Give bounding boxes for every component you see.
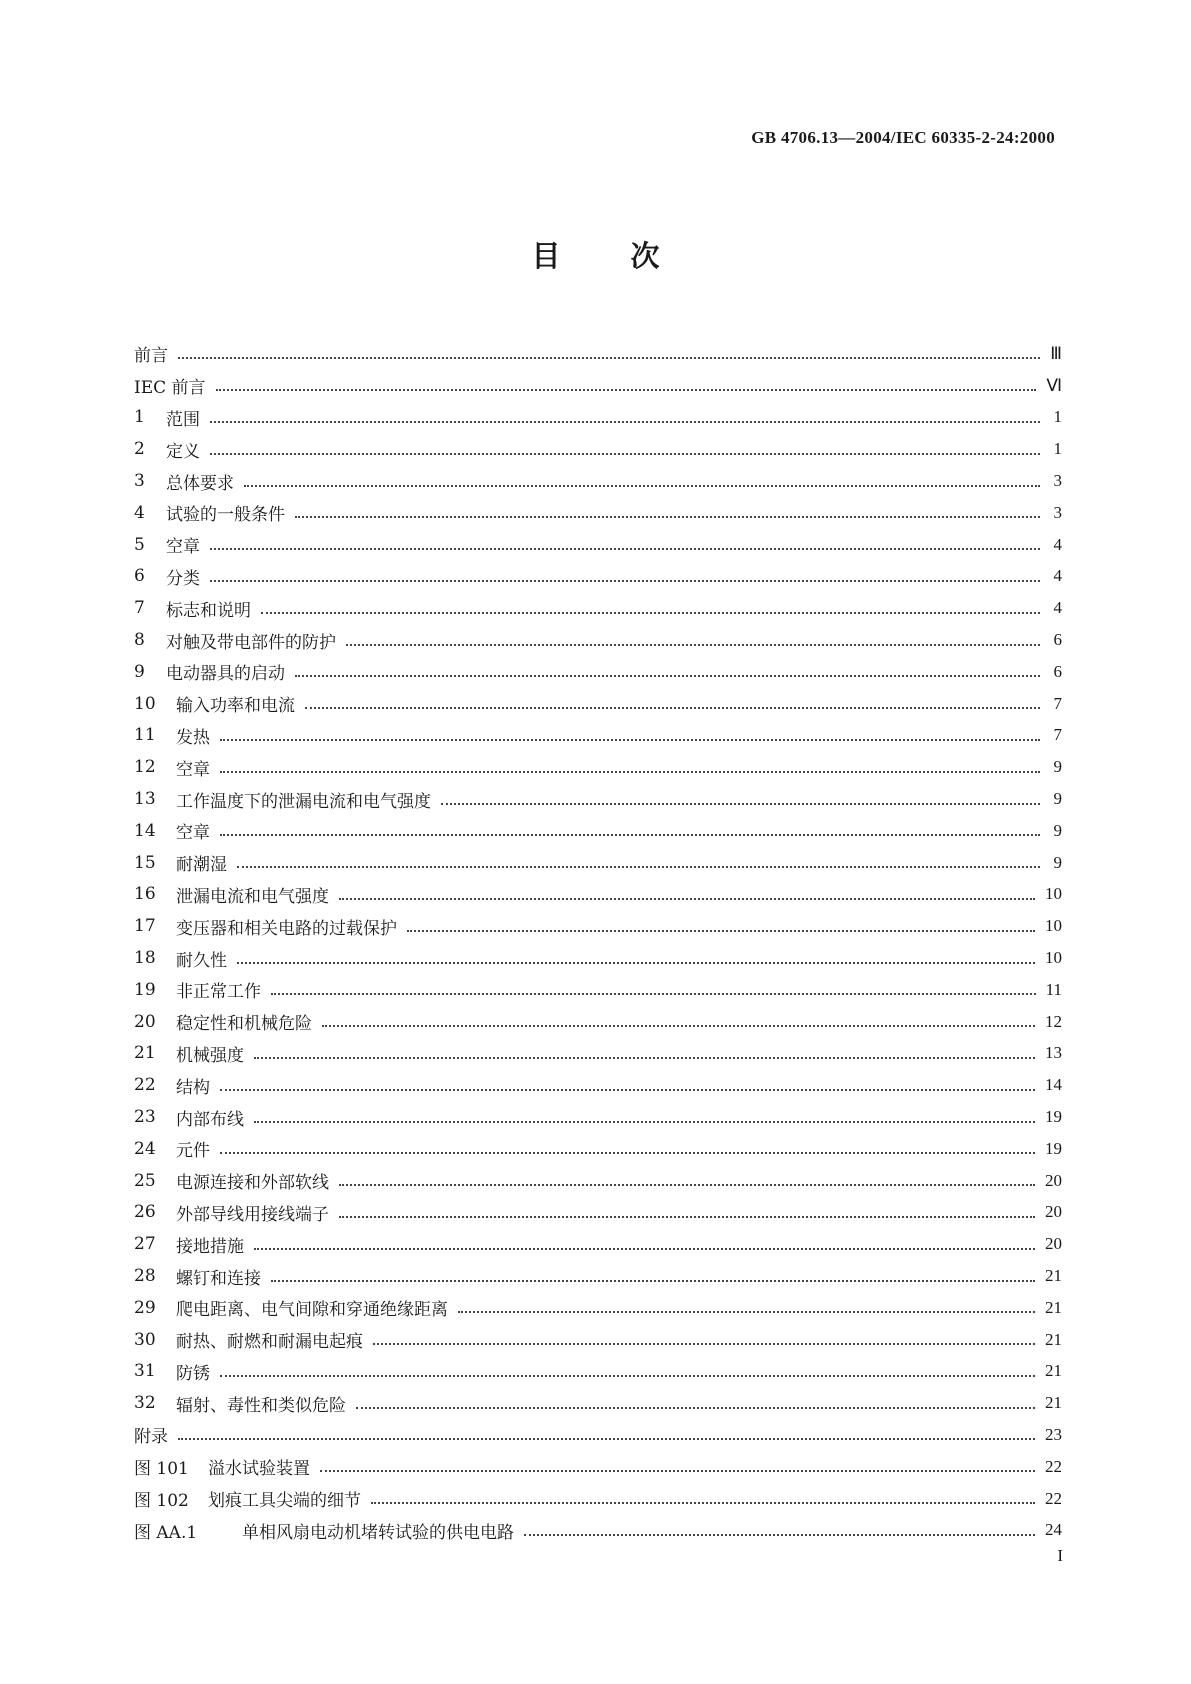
toc-entry-number: 7: [134, 598, 145, 619]
toc-entry-page: 6: [1053, 661, 1062, 681]
toc-entry-number: 2: [134, 439, 145, 460]
toc-entry[interactable]: [134, 1069, 1062, 1101]
toc-entry-number: 28: [134, 1266, 156, 1286]
toc-entry-page: 14: [1045, 1075, 1062, 1095]
toc-entry-number: 图 101: [134, 1459, 189, 1480]
page-title: 目次: [531, 239, 730, 273]
toc-entry[interactable]: [134, 1292, 1062, 1324]
toc-entry-title: 空章: [176, 759, 210, 780]
toc-entry-title: 耐热、耐燃和耐漏电起痕: [176, 1332, 363, 1353]
toc-entry-title: 机械强度: [176, 1045, 244, 1066]
toc-entry[interactable]: [134, 942, 1062, 974]
dot-leader: [295, 674, 1040, 677]
toc-entry-number: 8: [134, 630, 145, 651]
toc-entry-page: 1: [1053, 439, 1062, 459]
toc-entry-title: 变压器和相关电路的过载保护: [176, 918, 397, 939]
dot-leader: [220, 738, 1040, 741]
toc-entry-page: 4: [1053, 566, 1062, 586]
toc-entry-title: 前言: [134, 346, 168, 367]
dot-leader: [524, 1533, 1035, 1536]
toc-entry-title: 非正常工作: [176, 982, 261, 1003]
dot-leader: [210, 420, 1040, 423]
toc-entry-number: 5: [134, 534, 145, 555]
toc-entry[interactable]: [134, 910, 1062, 942]
toc-entry[interactable]: [134, 370, 1062, 402]
toc-entry-title: 标志和说明: [166, 600, 251, 621]
toc-entry[interactable]: [134, 1165, 1062, 1197]
toc-entry[interactable]: [134, 656, 1062, 688]
toc-entry-title: 附录: [134, 1427, 168, 1448]
toc-entry[interactable]: [134, 433, 1062, 465]
toc-entry-number: 4: [134, 502, 145, 523]
toc-entry-page: 21: [1045, 1361, 1062, 1381]
toc-entry-number: 22: [134, 1075, 156, 1096]
toc-entry-number: 23: [134, 1107, 156, 1128]
toc-entry-title: 空章: [176, 823, 210, 844]
toc-entry-page: 1: [1053, 407, 1062, 427]
toc-entry-number: 31: [134, 1361, 156, 1382]
toc-entry-title: 电源连接和外部软线: [176, 1173, 329, 1194]
toc-entry-number: 26: [134, 1202, 156, 1223]
toc-entry[interactable]: [134, 624, 1062, 656]
toc-entry-title: IEC 前言: [134, 378, 206, 399]
dot-leader: [458, 1310, 1035, 1313]
toc-entry-page: 10: [1045, 948, 1062, 968]
toc-entry-page: 7: [1053, 725, 1062, 745]
toc-entry-page: 21: [1045, 1297, 1062, 1317]
toc-entry-number: 10: [134, 693, 156, 714]
dot-leader: [320, 1469, 1035, 1472]
toc-entry[interactable]: [134, 1387, 1062, 1419]
toc-entry[interactable]: [134, 1483, 1062, 1515]
toc-entry-number: 19: [134, 979, 156, 1000]
toc-entry-title: 试验的一般条件: [166, 505, 285, 526]
dot-leader: [220, 770, 1040, 773]
toc-entry-title: 单相风扇电动机堵转试验的供电电路: [242, 1522, 514, 1543]
dot-leader: [237, 961, 1035, 964]
dot-leader: [261, 611, 1040, 614]
toc-entry[interactable]: [134, 1197, 1062, 1229]
toc-entry-number: 30: [134, 1329, 156, 1350]
dot-leader: [339, 1183, 1035, 1186]
toc-entry-page: 20: [1045, 1170, 1062, 1190]
toc-entry-number: 6: [134, 566, 145, 587]
dot-leader: [178, 356, 1040, 359]
toc-entry-page: 6: [1053, 630, 1062, 650]
toc-entry-page: 20: [1045, 1202, 1062, 1222]
toc-entry-page: 11: [1045, 979, 1062, 999]
toc-entry[interactable]: [134, 751, 1062, 783]
toc-entry-title: 空章: [166, 537, 200, 558]
toc-entry-page: 21: [1045, 1266, 1062, 1285]
dot-leader: [339, 1215, 1035, 1218]
toc-entry-title: 接地措施: [176, 1236, 244, 1257]
dot-leader: [295, 515, 1040, 518]
dot-leader: [216, 388, 1037, 391]
toc-entry-title: 元件: [176, 1141, 210, 1162]
toc-entry[interactable]: [134, 465, 1062, 497]
toc-entry-number: 1: [134, 407, 145, 428]
toc-entry-title: 内部布线: [176, 1109, 244, 1130]
toc-entry-number: 20: [134, 1011, 156, 1032]
toc-entry-title: 工作温度下的泄漏电流和电气强度: [176, 791, 431, 812]
toc-entry[interactable]: [134, 561, 1062, 593]
toc-entry[interactable]: [134, 879, 1062, 911]
toc-entry[interactable]: [134, 592, 1062, 624]
dot-leader: [237, 865, 1040, 868]
toc-entry-page: 10: [1045, 884, 1062, 904]
toc-entry-page: 20: [1045, 1234, 1062, 1254]
toc-entry[interactable]: [134, 974, 1062, 1006]
toc-entry-title: 螺钉和连接: [176, 1268, 261, 1289]
toc-entry-number: 21: [134, 1043, 156, 1064]
toc-entry-page: 4: [1053, 534, 1062, 554]
page-number: I: [1057, 1546, 1063, 1565]
toc-entry-title: 输入功率和电流: [176, 696, 295, 717]
toc-entry-page: 9: [1053, 852, 1062, 872]
toc-entry[interactable]: [134, 338, 1062, 370]
toc-entry-title: 划痕工具尖端的细节: [208, 1491, 361, 1512]
dot-leader: [254, 1120, 1035, 1123]
toc-entry[interactable]: [134, 720, 1062, 752]
toc-entry[interactable]: [134, 688, 1062, 720]
toc-entry-page: 19: [1045, 1107, 1062, 1127]
toc-entry-number: 3: [134, 471, 145, 492]
toc-entry[interactable]: [134, 1133, 1062, 1165]
toc-entry[interactable]: [134, 1038, 1062, 1070]
toc-entry-number: 14: [134, 820, 156, 841]
dot-leader: [271, 1279, 1035, 1282]
toc-entry-page: 12: [1045, 1011, 1062, 1031]
toc-entry-title: 辐射、毒性和类似危险: [176, 1395, 346, 1416]
dot-leader: [271, 992, 1036, 995]
toc-entry[interactable]: [134, 1451, 1062, 1483]
dot-leader: [244, 484, 1040, 487]
dot-leader: [210, 579, 1040, 582]
toc-entry-number: 16: [134, 884, 156, 905]
toc-entry-number: 29: [134, 1297, 156, 1318]
toc-entry-page: Ⅵ: [1046, 375, 1062, 395]
dot-leader: [305, 706, 1040, 709]
toc-entry-number: 17: [134, 916, 156, 937]
dot-leader: [220, 833, 1040, 836]
standard-code: GB 4706.13—2004/IEC 60335-2-24:2000: [751, 128, 1055, 147]
dot-leader: [322, 1024, 1035, 1027]
dot-leader: [210, 452, 1040, 455]
toc-entry-title: 电动器具的启动: [166, 664, 285, 685]
toc-entry-title: 外部导线用接线端子: [176, 1204, 329, 1225]
dot-leader: [339, 897, 1035, 900]
toc-entry-page: Ⅲ: [1050, 343, 1062, 363]
dot-leader: [441, 802, 1040, 805]
dot-leader: [220, 1151, 1035, 1154]
toc-entry-number: 13: [134, 789, 156, 810]
toc-entry-title: 耐潮湿: [176, 855, 227, 876]
toc-entry-title: 范围: [166, 409, 200, 430]
toc-entry-title: 定义: [166, 441, 200, 462]
toc-entry-number: 27: [134, 1234, 156, 1255]
toc-entry-page: 21: [1045, 1393, 1062, 1413]
toc-entry-number: 9: [134, 661, 145, 682]
toc-entry-title: 溢水试验装置: [208, 1459, 310, 1480]
dot-leader: [254, 1056, 1035, 1059]
toc-entry-title: 结构: [176, 1077, 210, 1098]
toc-entry-number: 24: [134, 1138, 156, 1159]
dot-leader: [371, 1501, 1035, 1504]
toc-entry[interactable]: [134, 1101, 1062, 1133]
toc-entry[interactable]: [134, 1419, 1062, 1451]
dot-leader: [254, 1247, 1035, 1250]
toc-entry-page: 9: [1053, 820, 1062, 840]
toc-entry-title: 爬电距离、电气间隙和穿通绝缘距离: [176, 1300, 448, 1321]
toc-entry-number: 图 AA.1: [134, 1522, 198, 1543]
toc-entry-page: 9: [1053, 757, 1062, 777]
toc-entry[interactable]: [134, 847, 1062, 879]
toc-entry-title: 分类: [166, 568, 200, 589]
toc-entry[interactable]: [134, 783, 1062, 815]
dot-leader: [220, 1088, 1035, 1091]
toc-entry-page: 19: [1045, 1138, 1062, 1158]
toc-entry[interactable]: [134, 1356, 1062, 1388]
toc-entry-title: 总体要求: [166, 473, 234, 494]
dot-leader: [356, 1406, 1035, 1409]
toc-entry-page: 10: [1045, 916, 1062, 936]
toc-entry-number: 15: [134, 852, 156, 873]
toc-entry-number: 图 102: [134, 1491, 189, 1512]
table-of-contents: [134, 338, 1062, 1546]
toc-entry[interactable]: [134, 1514, 1062, 1546]
toc-entry-title: 防锈: [176, 1363, 210, 1384]
toc-entry[interactable]: [134, 1006, 1062, 1038]
toc-entry-number: 32: [134, 1393, 156, 1414]
toc-entry-number: 11: [134, 725, 156, 746]
toc-entry-title: 稳定性和机械危险: [176, 1014, 312, 1035]
toc-entry-page: 13: [1045, 1043, 1062, 1063]
toc-entry-page: 9: [1053, 789, 1062, 809]
dot-leader: [210, 547, 1040, 550]
toc-entry-page: 7: [1053, 693, 1062, 713]
toc-entry[interactable]: [134, 1260, 1062, 1292]
toc-entry-page: 21: [1045, 1329, 1062, 1349]
toc-entry[interactable]: [134, 815, 1062, 847]
toc-entry[interactable]: [134, 497, 1062, 529]
toc-entry-page: 4: [1053, 598, 1062, 618]
toc-entry-page: 24: [1045, 1520, 1062, 1540]
toc-entry[interactable]: [134, 529, 1062, 561]
toc-entry-page: 22: [1045, 1456, 1062, 1476]
dot-leader: [407, 929, 1035, 932]
toc-entry-title: 耐久性: [176, 950, 227, 971]
toc-entry-number: 18: [134, 948, 156, 969]
dot-leader: [373, 1342, 1035, 1345]
toc-entry[interactable]: [134, 1228, 1062, 1260]
toc-entry-page: 3: [1053, 471, 1062, 491]
toc-entry-title: 发热: [176, 727, 210, 748]
toc-entry-title: 对触及带电部件的防护: [166, 632, 336, 653]
toc-entry-page: 22: [1045, 1488, 1062, 1508]
dot-leader: [220, 1374, 1035, 1377]
toc-entry-number: 25: [134, 1170, 156, 1191]
toc-entry[interactable]: [134, 402, 1062, 434]
toc-entry-page: 23: [1045, 1424, 1062, 1444]
dot-leader: [178, 1437, 1035, 1440]
toc-entry[interactable]: [134, 1324, 1062, 1356]
dot-leader: [346, 643, 1040, 646]
toc-entry-title: 泄漏电流和电气强度: [176, 886, 329, 907]
toc-entry-page: 3: [1053, 502, 1062, 522]
toc-entry-number: 12: [134, 757, 156, 778]
